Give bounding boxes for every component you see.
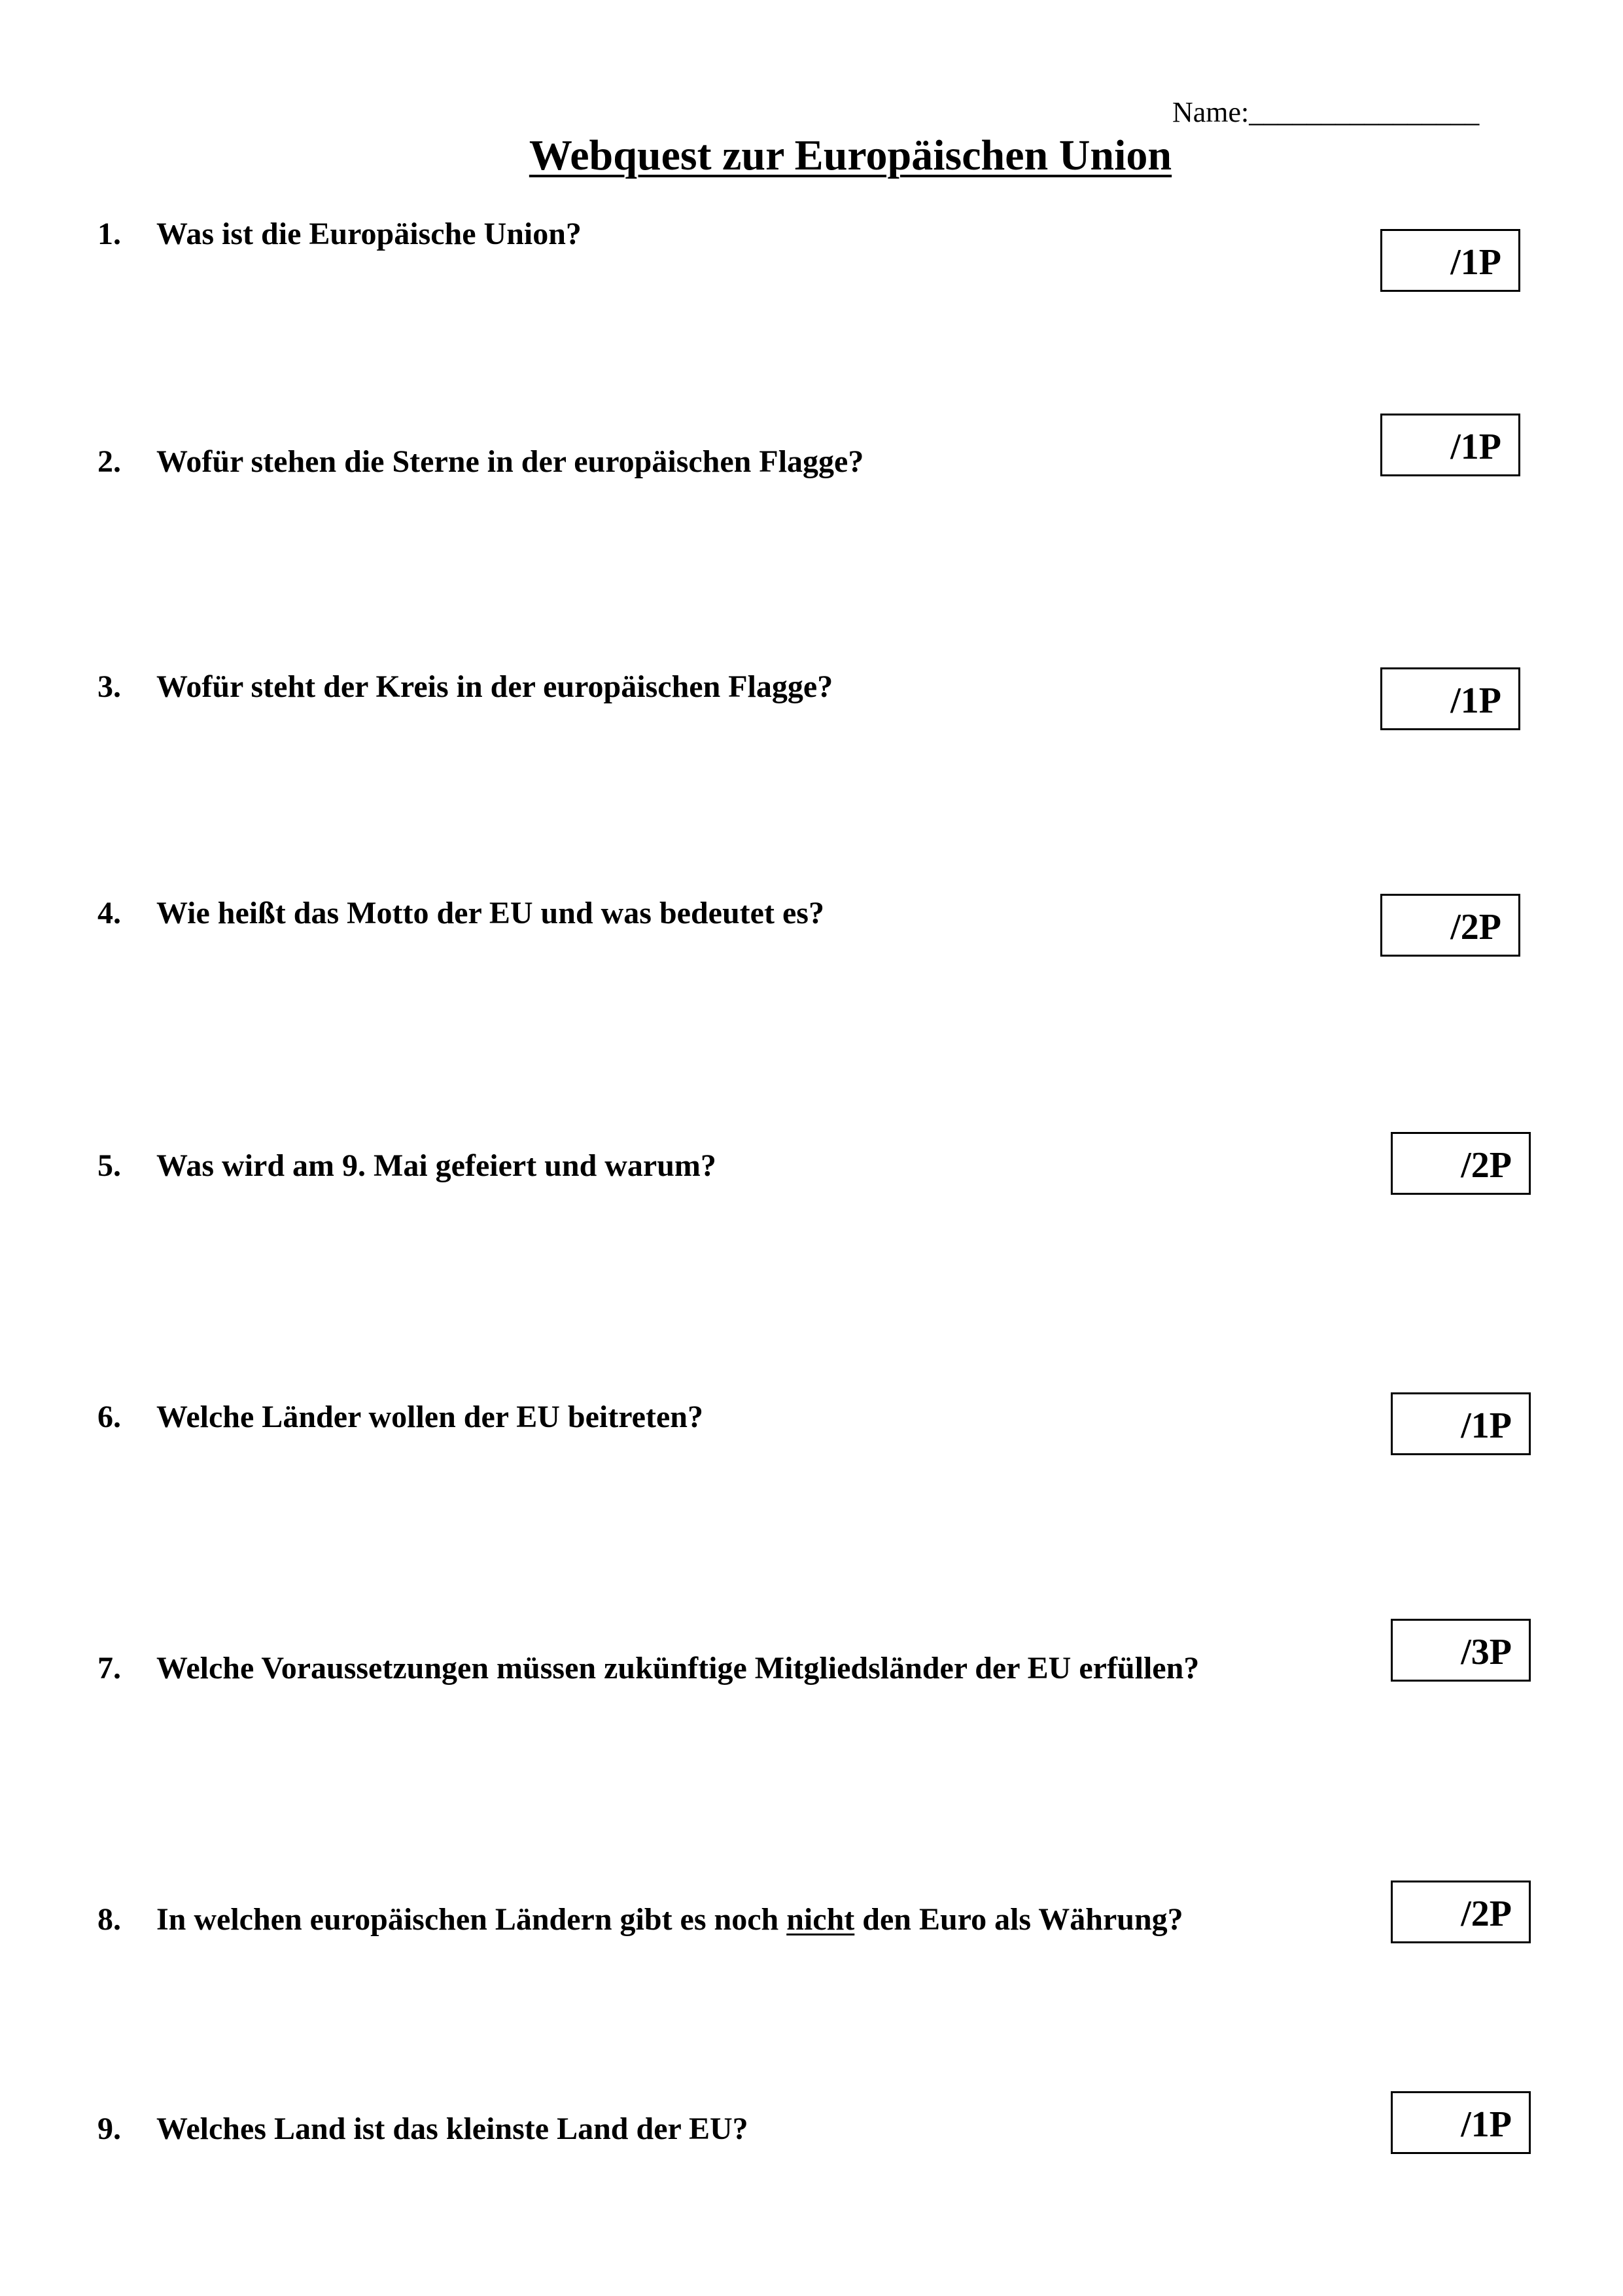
question-number: 6. [97, 1400, 121, 1434]
points-box-3: /1P [1380, 667, 1520, 730]
question-number: 4. [97, 896, 121, 930]
points-box-6: /1P [1391, 1392, 1531, 1455]
question-text-after: den Euro als Währung? [854, 1902, 1183, 1937]
question-text: Wofür stehen die Sterne in der europäischen Flagge? [156, 444, 864, 479]
question-8 [97, 1901, 1183, 1937]
points-box-5: /2P [1391, 1132, 1531, 1195]
question-text: Wofür steht der Kreis in der europäischen Flagge? [156, 669, 833, 704]
question-number: 7. [97, 1651, 121, 1686]
question-4 [97, 895, 824, 931]
points-box-8: /2P [1391, 1881, 1531, 1943]
question-text: Welche Länder wollen der EU beitreten? [156, 1400, 703, 1434]
question-2 [97, 444, 864, 480]
question-1 [97, 216, 582, 252]
question-number: 8. [97, 1902, 121, 1937]
question-text: Was wird am 9. Mai gefeiert und warum? [156, 1148, 716, 1183]
question-text: Welche Voraussetzungen müssen zukünftige Mitgliedsländer der EU erfüllen? [156, 1651, 1200, 1686]
question-7 [97, 1650, 1199, 1686]
question-number: 3. [97, 669, 121, 704]
points-box-1: /1P [1380, 229, 1520, 292]
page-title: Webquest zur Europäischen Union [529, 132, 1172, 179]
question-6 [97, 1399, 703, 1435]
question-text: Welches Land ist das kleinste Land der EU? [156, 2111, 748, 2146]
question-number: 5. [97, 1148, 121, 1183]
question-5 [97, 1148, 716, 1184]
points-box-2: /1P [1380, 414, 1520, 476]
question-text-before: In welchen europäischen Ländern gibt es noch [156, 1902, 787, 1937]
question-text: Wie heißt das Motto der EU und was bedeutet es? [156, 896, 824, 930]
question-number: 2. [97, 444, 121, 479]
question-3 [97, 669, 833, 705]
points-box-7: /3P [1391, 1619, 1531, 1682]
points-box-9: /1P [1391, 2091, 1531, 2154]
question-text-emphasis: nicht [786, 1902, 855, 1937]
name-field-label: Name:________________ [1172, 96, 1480, 128]
question-9 [97, 2111, 748, 2147]
question-number: 1. [97, 217, 121, 251]
points-box-4: /2P [1380, 894, 1520, 957]
question-text: Was ist die Europäische Union? [156, 217, 582, 251]
question-number: 9. [97, 2111, 121, 2146]
